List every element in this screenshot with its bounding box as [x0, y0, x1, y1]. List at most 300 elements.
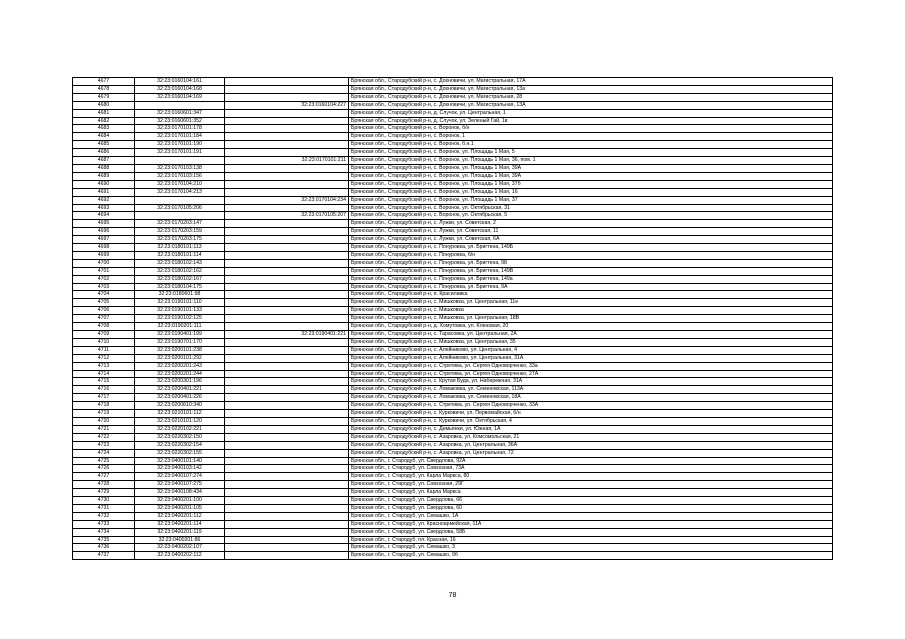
cadastral-number-cell: 32:23:0200101:238: [135, 346, 225, 354]
cadastral-number-cell: 32:23:0180101:113: [135, 244, 225, 252]
table-row: [73, 457, 833, 465]
related-cadastral-number-cell: [225, 244, 349, 252]
address-cell: Брянская обл., Стародубский р-н, с. Стретива, ул. Сергея Одноворченко, 27А: [349, 370, 833, 378]
related-cadastral-number-cell: [225, 259, 349, 267]
row-number-cell: 4683: [73, 125, 135, 133]
table-row: [73, 212, 833, 220]
related-cadastral-number-cell: [225, 283, 349, 291]
row-number-cell: 4736: [73, 544, 135, 552]
cadastral-number-cell: 32:23:0210101:120: [135, 417, 225, 425]
address-cell: Брянская обл., Стародубский р-н, с. Мишковка: [349, 307, 833, 315]
cadastral-number-cell: 32:23:0170103:156: [135, 172, 225, 180]
related-cadastral-number-cell: [225, 315, 349, 323]
table-row: [73, 378, 833, 386]
row-number-cell: 4680: [73, 101, 135, 109]
address-cell: Брянская обл., Стародубский р-н, с. Воронок, ул. Октябрьская, 31: [349, 204, 833, 212]
related-cadastral-number-cell: [225, 117, 349, 125]
row-number-cell: 4708: [73, 323, 135, 331]
cadastral-number-cell: 32:23:0170104:210: [135, 180, 225, 188]
row-number-cell: 4732: [73, 512, 135, 520]
related-cadastral-number-cell: [225, 536, 349, 544]
row-number-cell: 4721: [73, 425, 135, 433]
address-cell: Брянская обл., Стародубский р-н, д. Случок, ул. Зеленый Гай, 1в: [349, 117, 833, 125]
cadastral-number-cell: 32:23:0180102:167: [135, 275, 225, 283]
address-cell: Брянская обл., Стародубский р-н, с. Понуровка, ул. Бригтена, 9А: [349, 283, 833, 291]
related-cadastral-number-cell: [225, 441, 349, 449]
related-cadastral-number-cell: [225, 528, 349, 536]
related-cadastral-number-cell: [225, 457, 349, 465]
row-number-cell: 4679: [73, 93, 135, 101]
cadastral-number-cell: 32:23:0400201:100: [135, 497, 225, 505]
address-cell: Брянская обл., Стародубский р-н, с. Понуровка, б/н: [349, 251, 833, 259]
address-cell: Брянская обл., Стародубский р-н, с. Воронок, ул. Площадь 1 Мая, 37б: [349, 180, 833, 188]
address-cell: Брянская обл., Стародубский р-н, с. Воронок, б/н: [349, 125, 833, 133]
row-number-cell: 4677: [73, 78, 135, 86]
table-row: [73, 259, 833, 267]
address-cell: Брянская обл., Стародубский р-н, с. Понуровка, ул. Бригтена, 149а: [349, 275, 833, 283]
row-number-cell: 4719: [73, 410, 135, 418]
address-cell: Брянская обл., Стародубский р-н, с. Курковичи, ул. Октябрьская, 4: [349, 417, 833, 425]
table-row: [73, 544, 833, 552]
address-cell: Брянская обл., Стародубский р-н, с. Лужки, ул. Советская, 2: [349, 220, 833, 228]
table-row: [73, 78, 833, 86]
row-number-cell: 4688: [73, 164, 135, 172]
related-cadastral-number-cell: 32:23:0170105:207: [225, 212, 349, 220]
table-row: [73, 244, 833, 252]
table-row: [73, 101, 833, 109]
cadastral-number-cell: 32:23:0170103:138: [135, 164, 225, 172]
address-cell: Брянская обл., Стародубский р-н, с. Воронок, 1: [349, 133, 833, 141]
related-cadastral-number-cell: [225, 449, 349, 457]
address-cell: Брянская обл., Стародубский р-н, с. Дохновичи, ул. Магистральная, 17А: [349, 78, 833, 86]
address-cell: Брянская обл., Стародубский р-н, с. Азаровка, ул. Комсомольская, 21: [349, 433, 833, 441]
address-cell: Брянская обл., Стародубский р-н, с. Воронок, ул. Площадь 1 Мая, 39А: [349, 172, 833, 180]
row-number-cell: 4689: [73, 172, 135, 180]
related-cadastral-number-cell: [225, 149, 349, 157]
table-row: [73, 157, 833, 165]
related-cadastral-number-cell: [225, 402, 349, 410]
cadastral-number-cell: 32:23:0170101:191: [135, 149, 225, 157]
related-cadastral-number-cell: [225, 220, 349, 228]
table-row: [73, 307, 833, 315]
related-cadastral-number-cell: [225, 85, 349, 93]
row-number-cell: 4729: [73, 489, 135, 497]
address-cell: Брянская обл., Стародубский р-н, д. Хомутовка, ул. Кленовая, 20: [349, 323, 833, 331]
address-cell: Брянская обл., Стародубский р-н, с. Крутая Буда, ул. Набережная, 31А: [349, 378, 833, 386]
table-row: [73, 417, 833, 425]
table-row: [73, 275, 833, 283]
related-cadastral-number-cell: [225, 544, 349, 552]
cadastral-number-cell: 32:23:0220302:154: [135, 441, 225, 449]
address-cell: Брянская обл., Стародубский р-н, с. Дохновичи, ул. Магистральная, 13а: [349, 85, 833, 93]
related-cadastral-number-cell: [225, 386, 349, 394]
related-cadastral-number-cell: [225, 504, 349, 512]
row-number-cell: 4704: [73, 291, 135, 299]
cadastral-number-cell: 32:23:0170104:213: [135, 188, 225, 196]
table-row: [73, 346, 833, 354]
cadastral-number-cell: 32:23:0170101:184: [135, 133, 225, 141]
related-cadastral-number-cell: [225, 228, 349, 236]
related-cadastral-number-cell: [225, 109, 349, 117]
related-cadastral-number-cell: [225, 291, 349, 299]
related-cadastral-number-cell: [225, 338, 349, 346]
address-cell: Брянская обл., г. Стародуб, пл. Красная, 16: [349, 536, 833, 544]
cadastral-number-cell: 32:23:0190102:125: [135, 315, 225, 323]
cadastral-number-cell: 32:23:0180102:143: [135, 259, 225, 267]
cadastral-number-cell: [135, 212, 225, 220]
row-number-cell: 4728: [73, 481, 135, 489]
row-number-cell: 4702: [73, 275, 135, 283]
cadastral-number-cell: 32:23:0180601:98: [135, 291, 225, 299]
address-cell: Брянская обл., Стародубский р-н, с. Воронок, ул. Октябрьская, 5: [349, 212, 833, 220]
row-number-cell: 4697: [73, 236, 135, 244]
cadastral-number-cell: 32:23:0400202:112: [135, 552, 225, 560]
row-number-cell: 4716: [73, 386, 135, 394]
cadastral-number-cell: 32:23:0190101:110: [135, 299, 225, 307]
address-cell: Брянская обл., Стародубский р-н, с. Азаровка, ул. Центральная, 36А: [349, 441, 833, 449]
address-cell: Брянская обл., Стародубский р-н, с. Понуровка, ул. Бригтена, 149В: [349, 267, 833, 275]
row-number-cell: 4737: [73, 552, 135, 560]
table-row: [73, 338, 833, 346]
related-cadastral-number-cell: [225, 78, 349, 86]
address-cell: Брянская обл., Стародубский р-н, с. Стретива, ул. Сергея Одноворченко, 33А: [349, 402, 833, 410]
address-cell: Брянская обл., Стародубский р-н, с. Воронок, ул. Площадь 1 Мая, 36, пом. 1: [349, 157, 833, 165]
row-number-cell: 4724: [73, 449, 135, 457]
related-cadastral-number-cell: [225, 180, 349, 188]
table-row: [73, 489, 833, 497]
related-cadastral-number-cell: [225, 465, 349, 473]
address-cell: Брянская обл., г. Стародуб, ул. Семашко, 3: [349, 544, 833, 552]
row-number-cell: 4733: [73, 520, 135, 528]
cadastral-number-cell: 32:23:0160104:161: [135, 78, 225, 86]
address-cell: Брянская обл., г. Стародуб, ул. Свердлова, 92А: [349, 457, 833, 465]
cadastral-number-cell: 32:23:0160601:347: [135, 109, 225, 117]
row-number-cell: 4712: [73, 354, 135, 362]
row-number-cell: 4692: [73, 196, 135, 204]
table-row: [73, 125, 833, 133]
address-cell: Брянская обл., Стародубский р-н, д. Случок, ул. Центральная, 1: [349, 109, 833, 117]
address-cell: Брянская обл., г. Стародуб, ул. Совхозная, 29Г: [349, 481, 833, 489]
row-number-cell: 4694: [73, 212, 135, 220]
page-number: 78: [448, 592, 457, 599]
cadastral-number-cell: 32:23:0400103:142: [135, 465, 225, 473]
related-cadastral-number-cell: [225, 164, 349, 172]
table-row: [73, 323, 833, 331]
address-cell: Брянская обл., г. Стародуб, ул. Семашко, 9б: [349, 552, 833, 560]
cadastral-number-cell: 32:23:0170101:178: [135, 125, 225, 133]
cadastral-number-cell: [135, 157, 225, 165]
related-cadastral-number-cell: [225, 354, 349, 362]
row-number-cell: 4706: [73, 307, 135, 315]
cadastral-number-cell: 32:23:0400108:434: [135, 489, 225, 497]
table-row: [73, 449, 833, 457]
related-cadastral-number-cell: [225, 520, 349, 528]
related-cadastral-number-cell: [225, 425, 349, 433]
related-cadastral-number-cell: [225, 323, 349, 331]
address-cell: Брянская обл., Стародубский р-н, с. Мишковка, ул. Центральная, 35: [349, 338, 833, 346]
related-cadastral-number-cell: [225, 133, 349, 141]
related-cadastral-number-cell: [225, 125, 349, 133]
table-row: [73, 93, 833, 101]
related-cadastral-number-cell: [225, 489, 349, 497]
related-cadastral-number-cell: [225, 275, 349, 283]
address-cell: Брянская обл., Стародубский р-н, с. Воронок, ул. Площадь 1 Мая, 39А: [349, 164, 833, 172]
row-number-cell: 4730: [73, 497, 135, 505]
related-cadastral-number-cell: [225, 172, 349, 180]
related-cadastral-number-cell: [225, 497, 349, 505]
related-cadastral-number-cell: [225, 417, 349, 425]
cadastral-number-cell: 32:23:0200101:292: [135, 354, 225, 362]
row-number-cell: 4690: [73, 180, 135, 188]
related-cadastral-number-cell: [225, 251, 349, 259]
row-number-cell: 4731: [73, 504, 135, 512]
address-cell: Брянская обл., Стародубский р-н, с. Тарасовка, ул. Центральная, 2А: [349, 331, 833, 339]
row-number-cell: 4720: [73, 417, 135, 425]
cadastral-number-cell: 32:23:0170203:147: [135, 220, 225, 228]
row-number-cell: 4699: [73, 251, 135, 259]
row-number-cell: 4698: [73, 244, 135, 252]
cadastral-number-cell: 32:23:0200201:243: [135, 362, 225, 370]
row-number-cell: 4725: [73, 457, 135, 465]
address-cell: Брянская обл., г. Стародуб, ул. Карла Маркса: [349, 489, 833, 497]
row-number-cell: 4714: [73, 370, 135, 378]
address-cell: Брянская обл., г. Стародуб, ул. Красноармейская, 11А: [349, 520, 833, 528]
table-row: [73, 172, 833, 180]
table-row: [73, 299, 833, 307]
cadastral-number-cell: 32:23:0220302:150: [135, 433, 225, 441]
row-number-cell: 4710: [73, 338, 135, 346]
related-cadastral-number-cell: [225, 394, 349, 402]
related-cadastral-number-cell: [225, 236, 349, 244]
related-cadastral-number-cell: [225, 93, 349, 101]
cadastral-number-cell: 32:23:0220102:221: [135, 425, 225, 433]
table-row: [73, 196, 833, 204]
cadastral-number-cell: 32:23:0400201:112: [135, 512, 225, 520]
cadastral-number-cell: 32:23:0400107:275: [135, 481, 225, 489]
row-number-cell: 4717: [73, 394, 135, 402]
cadastral-number-cell: 32:23:0190101:133: [135, 307, 225, 315]
row-number-cell: 4701: [73, 267, 135, 275]
related-cadastral-number-cell: 32:23:0170104:234: [225, 196, 349, 204]
table-row: [73, 473, 833, 481]
table-row: [73, 402, 833, 410]
row-number-cell: 4693: [73, 204, 135, 212]
related-cadastral-number-cell: 32:23:0190401:221: [225, 331, 349, 339]
cadastral-number-cell: [135, 196, 225, 204]
row-number-cell: 4718: [73, 402, 135, 410]
row-number-cell: 4715: [73, 378, 135, 386]
related-cadastral-number-cell: [225, 299, 349, 307]
row-number-cell: 4703: [73, 283, 135, 291]
address-cell: Брянская обл., Стародубский р-н, с. Алейниково, ул. Центральная, 4: [349, 346, 833, 354]
row-number-cell: 4734: [73, 528, 135, 536]
table-row: [73, 267, 833, 275]
table-row: [73, 504, 833, 512]
cadastral-number-cell: 32:23:0180102:162: [135, 267, 225, 275]
cadastral-number-cell: 32:23:0400202:107: [135, 544, 225, 552]
row-number-cell: 4723: [73, 441, 135, 449]
address-cell: Брянская обл., Стародубский р-н, с. Воронок, ул. Площадь 1 Мая, 37: [349, 196, 833, 204]
address-cell: Брянская обл., Стародубский р-н, с. Лужки, ул. Советская, 6А: [349, 236, 833, 244]
table-row: [73, 291, 833, 299]
address-cell: Брянская обл., г. Стародуб, ул. Свердлова, 66: [349, 497, 833, 505]
cadastral-number-cell: 32:23:0220302:155: [135, 449, 225, 457]
table-row: [73, 283, 833, 291]
cadastral-number-cell: 32:23:0190401:199: [135, 331, 225, 339]
table-row: [73, 109, 833, 117]
related-cadastral-number-cell: [225, 481, 349, 489]
address-cell: Брянская обл., Стародубский р-н, с. Алейниково, ул. Центральная, 31А: [349, 354, 833, 362]
row-number-cell: 4696: [73, 228, 135, 236]
table-row: [73, 133, 833, 141]
related-cadastral-number-cell: [225, 473, 349, 481]
address-cell: Брянская обл., Стародубский р-н, с. Демьянки, ул. Южная, 1А: [349, 425, 833, 433]
related-cadastral-number-cell: 32:23:0170101:211: [225, 157, 349, 165]
cadastral-number-cell: 32:23:0200401:226: [135, 394, 225, 402]
table-row: [73, 180, 833, 188]
row-number-cell: 4687: [73, 157, 135, 165]
row-number-cell: 4685: [73, 141, 135, 149]
table-row: [73, 536, 833, 544]
table-row: [73, 85, 833, 93]
table-row: [73, 315, 833, 323]
cadastral-number-cell: 32:23:0190201:111: [135, 323, 225, 331]
address-cell: Брянская обл., Стародубский р-н, с. Воронок, ул. Площадь 1 Мая, 5: [349, 149, 833, 157]
cadastral-number-cell: 32:23:0400101:140: [135, 457, 225, 465]
cadastral-number-cell: 32:23:0210101:112: [135, 410, 225, 418]
related-cadastral-number-cell: [225, 362, 349, 370]
address-cell: Брянская обл., Стародубский р-н, с. Дохновичи, ул. Магистральная, 13А: [349, 101, 833, 109]
address-cell: Брянская обл., Стародубский р-н, с. Мишковка, ул. Центральная, 11е: [349, 299, 833, 307]
cadastral-number-cell: 32:23:0170203:175: [135, 236, 225, 244]
address-cell: Брянская обл., Стародубский р-н, с. Воронок, ул. Площадь 1 Мая, 16: [349, 188, 833, 196]
cadastral-number-cell: 32:23:0170101:190: [135, 141, 225, 149]
table-row: [73, 236, 833, 244]
cadastral-number-cell: 32:23:0200401:221: [135, 386, 225, 394]
table-row: [73, 141, 833, 149]
table-row: [73, 520, 833, 528]
address-cell: Брянская обл., Стародубский р-н, с. Ломаковка, ул. Семеновская, 113А: [349, 386, 833, 394]
table-row: [73, 220, 833, 228]
row-number-cell: 4686: [73, 149, 135, 157]
related-cadastral-number-cell: [225, 141, 349, 149]
cadastral-number-cell: 32:23:0160104:168: [135, 85, 225, 93]
cadastral-number-cell: 32:23:0160104:169: [135, 93, 225, 101]
table-row: [73, 394, 833, 402]
related-cadastral-number-cell: 32:23:0160104:227: [225, 101, 349, 109]
cadastral-number-cell: 32:23:0400201:114: [135, 520, 225, 528]
cadastral-number-cell: 32:23:0180104:175: [135, 283, 225, 291]
address-cell: Брянская обл., г. Стародуб, ул. Свердлова, 60: [349, 504, 833, 512]
table-row: [73, 386, 833, 394]
cadastral-number-cell: 32:23:0160601:352: [135, 117, 225, 125]
table-row: [73, 441, 833, 449]
table-row: [73, 410, 833, 418]
cadastral-number-cell: 32:23:0200201:244: [135, 370, 225, 378]
related-cadastral-number-cell: [225, 433, 349, 441]
address-cell: Брянская обл., г. Стародуб, ул. Свердлова, 58Б: [349, 528, 833, 536]
row-number-cell: 4700: [73, 259, 135, 267]
related-cadastral-number-cell: [225, 552, 349, 560]
row-number-cell: 4681: [73, 109, 135, 117]
cadastral-number-cell: 32:23:0200301:196: [135, 378, 225, 386]
table-row: [73, 149, 833, 157]
address-cell: Брянская обл., Стародубский р-н, с. Курковичи, ул. Первомайская, б/н: [349, 410, 833, 418]
table-row: [73, 552, 833, 560]
table-row: [73, 465, 833, 473]
row-number-cell: 4722: [73, 433, 135, 441]
table-row: [73, 204, 833, 212]
address-cell: Брянская обл., Стародубский р-н, с. Лужки, ул. Советская, 11: [349, 228, 833, 236]
row-number-cell: 4691: [73, 188, 135, 196]
table-row: [73, 354, 833, 362]
address-cell: Брянская обл., Стародубский р-н, с. Ломаковка, ул. Семеновская, 18А: [349, 394, 833, 402]
row-number-cell: 4707: [73, 315, 135, 323]
related-cadastral-number-cell: [225, 204, 349, 212]
table-row: [73, 528, 833, 536]
row-number-cell: 4682: [73, 117, 135, 125]
cadastral-number-cell: 32:23:0400107:274: [135, 473, 225, 481]
row-number-cell: 4695: [73, 220, 135, 228]
related-cadastral-number-cell: [225, 512, 349, 520]
table-row: [73, 362, 833, 370]
row-number-cell: 4684: [73, 133, 135, 141]
address-cell: Брянская обл., Стародубский р-н, с. Мишковка, ул. Центральная, 18В: [349, 315, 833, 323]
address-cell: Брянская обл., г. Стародуб, ул. Совхозная, 73А: [349, 465, 833, 473]
cadastral-number-cell: 32:23:0180101:114: [135, 251, 225, 259]
cadastral-number-cell: 32:23:0400201:105: [135, 504, 225, 512]
table-row: [73, 117, 833, 125]
table-row: [73, 481, 833, 489]
row-number-cell: 4735: [73, 536, 135, 544]
table-row: [73, 331, 833, 339]
cadastral-number-cell: 32:23:0200610:340: [135, 402, 225, 410]
table-row: [73, 425, 833, 433]
related-cadastral-number-cell: [225, 307, 349, 315]
row-number-cell: 4709: [73, 331, 135, 339]
row-number-cell: 4678: [73, 85, 135, 93]
table-row: [73, 228, 833, 236]
table-row: [73, 370, 833, 378]
address-cell: Брянская обл., Стародубский р-н, с. Воронок, б.н.1: [349, 141, 833, 149]
row-number-cell: 4727: [73, 473, 135, 481]
related-cadastral-number-cell: [225, 370, 349, 378]
table-row: [73, 433, 833, 441]
row-number-cell: 4713: [73, 362, 135, 370]
related-cadastral-number-cell: [225, 410, 349, 418]
related-cadastral-number-cell: [225, 378, 349, 386]
address-cell: Брянская обл., Стародубский р-н, с. Понуровка, ул. Бригтена, 98: [349, 259, 833, 267]
address-cell: Брянская обл., Стародубский р-н, с. Понуровка, ул. Бригтена, 149Б: [349, 244, 833, 252]
related-cadastral-number-cell: [225, 188, 349, 196]
row-number-cell: 4711: [73, 346, 135, 354]
table-row: [73, 512, 833, 520]
address-cell: Брянская обл., Стародубский р-н, с. Азаровка, ул. Центральная, 72: [349, 449, 833, 457]
address-cell: Брянская обл., Стародубский р-н, п. Красилавка: [349, 291, 833, 299]
address-cell: Брянская обл., Стародубский р-н, с. Стретива, ул. Сергея Одноворченко, 33а: [349, 362, 833, 370]
address-cell: Брянская обл., Стародубский р-н, с. Дохновичи, ул. Магистральная, 28: [349, 93, 833, 101]
table-row: [73, 188, 833, 196]
related-cadastral-number-cell: [225, 346, 349, 354]
table-row: [73, 251, 833, 259]
cadastral-number-cell: 32:23:0190701:170: [135, 338, 225, 346]
address-cell: Брянская обл., г. Стародуб, ул. Семашко, 1А: [349, 512, 833, 520]
row-number-cell: 4726: [73, 465, 135, 473]
table-row: [73, 497, 833, 505]
cadastral-number-cell: [135, 101, 225, 109]
cadastral-number-cell: 32:23:0170105:206: [135, 204, 225, 212]
registry-table: [72, 77, 833, 560]
